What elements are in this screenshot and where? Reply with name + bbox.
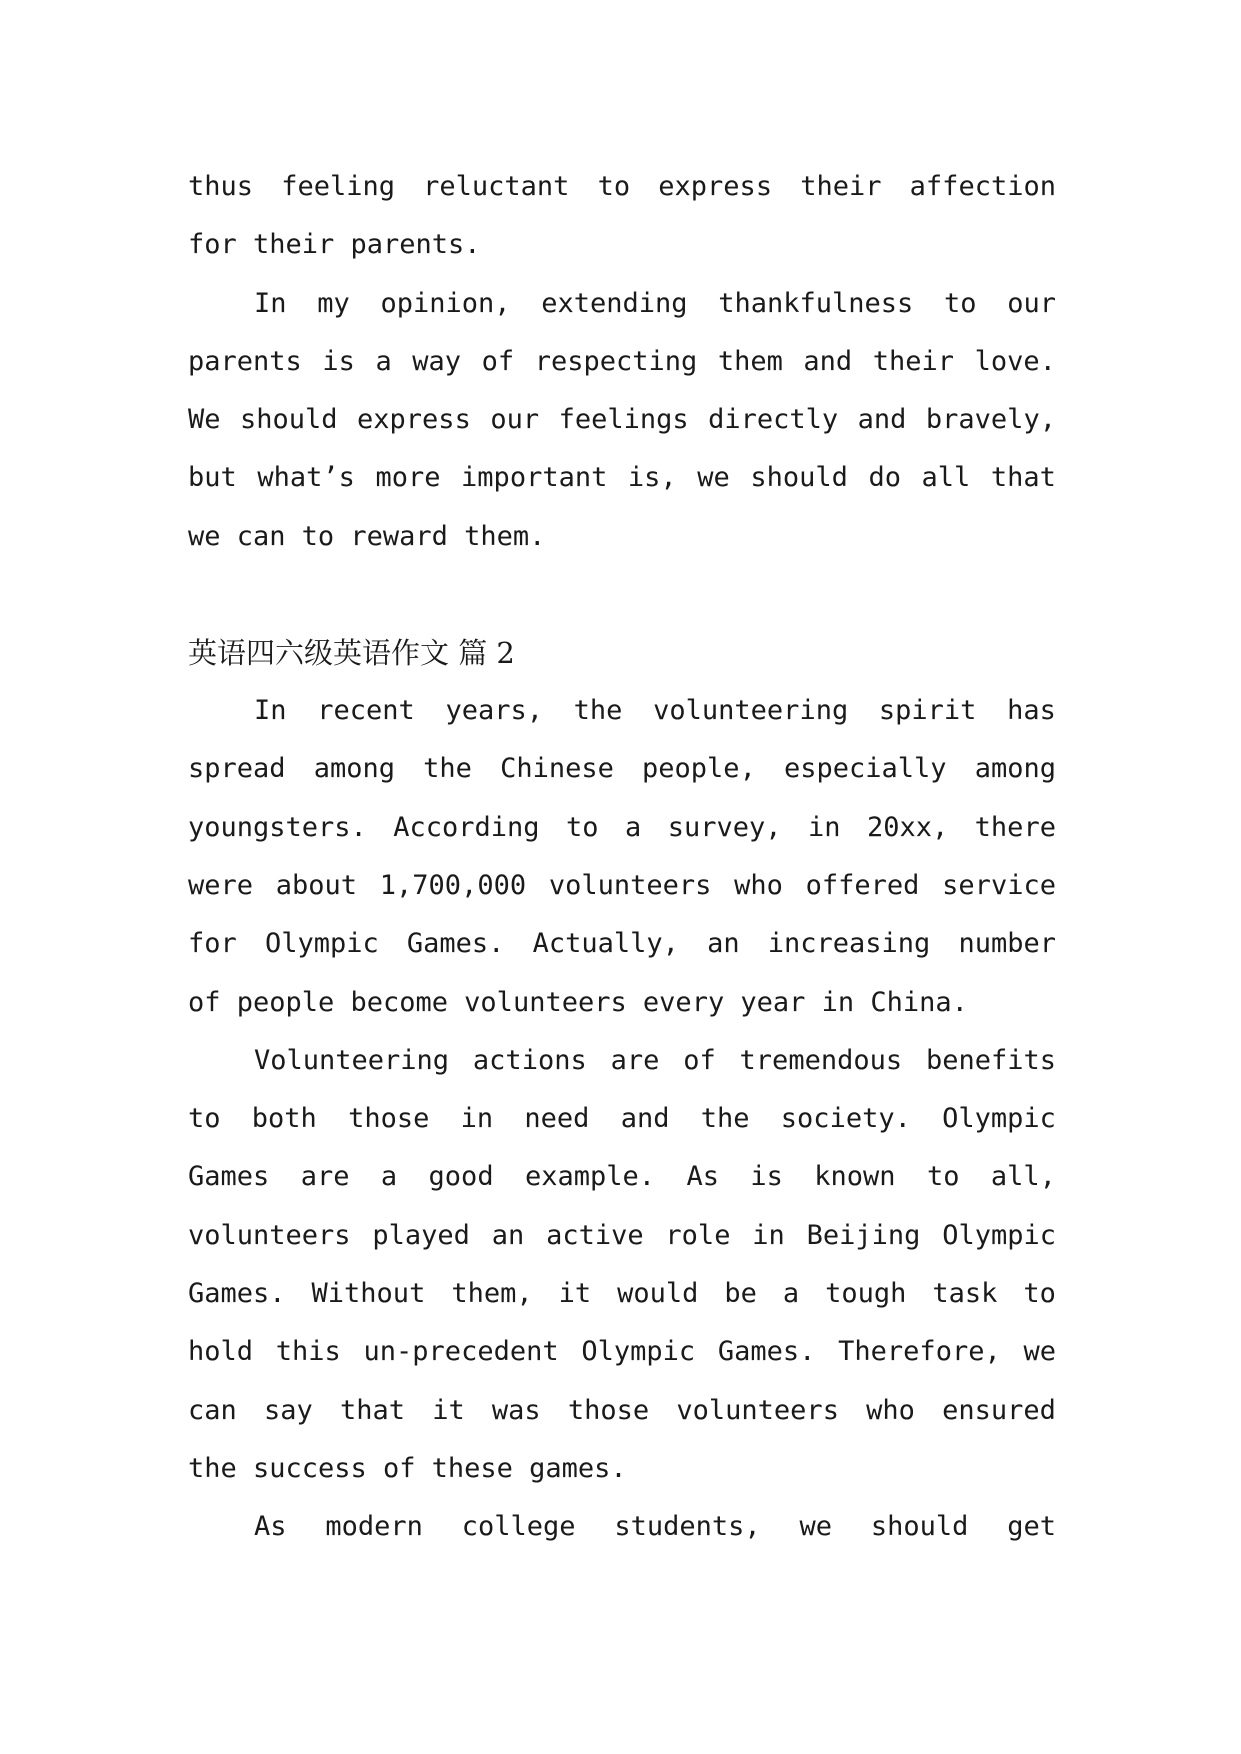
word: their bbox=[872, 345, 955, 377]
text-line bbox=[188, 799, 1056, 857]
word: to bbox=[301, 520, 335, 552]
word: and bbox=[803, 345, 853, 377]
word: this bbox=[275, 1336, 341, 1368]
word: important bbox=[461, 462, 608, 494]
word: can bbox=[236, 520, 286, 552]
word: ensured bbox=[942, 1394, 1056, 1426]
word: to bbox=[943, 287, 977, 319]
text-line bbox=[188, 333, 1056, 391]
text-line bbox=[188, 974, 1056, 1032]
word: way bbox=[412, 345, 462, 377]
word: their bbox=[252, 229, 335, 261]
word: Beijing bbox=[806, 1219, 921, 1251]
word: thus bbox=[188, 171, 254, 202]
text-line bbox=[188, 1032, 1056, 1090]
paragraph-1 bbox=[188, 158, 1056, 275]
document-body bbox=[188, 158, 1056, 1557]
word: is bbox=[322, 345, 355, 377]
word: reluctant bbox=[423, 171, 570, 202]
word: un-precedent bbox=[363, 1336, 559, 1368]
word: thankfulness bbox=[718, 287, 914, 319]
word: a bbox=[380, 1161, 398, 1193]
word: our bbox=[1007, 287, 1056, 319]
word: is bbox=[750, 1161, 783, 1193]
word: it bbox=[558, 1278, 592, 1310]
paragraph-4 bbox=[188, 1032, 1056, 1498]
text-line bbox=[188, 1323, 1056, 1381]
word: youngsters. bbox=[188, 811, 367, 843]
word: should bbox=[870, 1511, 969, 1543]
word: of bbox=[382, 1452, 416, 1484]
word: China. bbox=[870, 986, 968, 1018]
word: both bbox=[251, 1103, 317, 1135]
word: an bbox=[491, 1219, 525, 1251]
word: express bbox=[658, 171, 773, 202]
word: the bbox=[188, 1452, 237, 1484]
word: these bbox=[431, 1452, 513, 1484]
word: Olympic bbox=[942, 1219, 1056, 1251]
word: parents. bbox=[350, 229, 481, 261]
word: what’s bbox=[257, 462, 355, 494]
word: modern bbox=[325, 1511, 423, 1543]
word: all bbox=[921, 462, 971, 494]
word: increasing bbox=[767, 928, 931, 960]
word: we bbox=[697, 462, 730, 494]
word: success bbox=[252, 1452, 367, 1484]
word: a bbox=[782, 1278, 800, 1310]
word: spirit bbox=[878, 695, 977, 727]
word: hold bbox=[188, 1336, 254, 1368]
text-line bbox=[188, 682, 1056, 740]
word: known bbox=[814, 1161, 896, 1193]
word: among bbox=[313, 753, 395, 785]
word: our bbox=[490, 404, 540, 436]
word: need bbox=[524, 1103, 590, 1135]
text-line bbox=[188, 1090, 1056, 1148]
word: to bbox=[188, 1103, 221, 1135]
word: parents bbox=[188, 345, 302, 377]
word: Games bbox=[188, 1161, 270, 1193]
word: directly bbox=[708, 404, 839, 436]
paragraph-3 bbox=[188, 682, 1056, 1032]
word: should bbox=[750, 462, 848, 494]
word: in bbox=[460, 1103, 494, 1135]
text-line bbox=[188, 1265, 1056, 1323]
word: all, bbox=[990, 1161, 1056, 1193]
word: active bbox=[546, 1219, 644, 1251]
paragraph-2 bbox=[188, 275, 1056, 566]
word: love. bbox=[974, 345, 1056, 377]
word: an bbox=[707, 928, 740, 960]
word: there bbox=[974, 811, 1056, 843]
word: those bbox=[567, 1394, 650, 1426]
word: we bbox=[799, 1511, 832, 1543]
word: become bbox=[350, 986, 448, 1018]
word: tough bbox=[825, 1278, 907, 1310]
word: benefits bbox=[925, 1044, 1056, 1076]
word: of bbox=[188, 986, 221, 1018]
word: tremendous bbox=[739, 1044, 903, 1076]
paragraph-5 bbox=[188, 1498, 1056, 1556]
word: Therefore, bbox=[838, 1336, 1001, 1368]
word: volunteers bbox=[188, 1219, 351, 1251]
word: years, bbox=[445, 695, 543, 727]
word: in bbox=[807, 811, 841, 843]
word: opinion, bbox=[380, 287, 511, 319]
word: reward bbox=[350, 520, 448, 552]
text-line bbox=[188, 1498, 1056, 1556]
word: who bbox=[866, 1394, 915, 1426]
word: people, bbox=[642, 753, 756, 785]
word: are bbox=[300, 1161, 350, 1193]
word: to bbox=[926, 1161, 960, 1193]
word: In bbox=[254, 287, 287, 319]
word: for bbox=[188, 928, 237, 960]
word: Games. bbox=[188, 1278, 286, 1310]
word: the bbox=[573, 695, 623, 727]
word: task bbox=[932, 1278, 998, 1310]
word: Olympic bbox=[264, 928, 379, 960]
word: in bbox=[821, 986, 855, 1018]
word: be bbox=[724, 1278, 757, 1310]
word: a bbox=[375, 345, 392, 377]
word: do bbox=[868, 462, 901, 494]
text-line bbox=[188, 1382, 1056, 1440]
word: In bbox=[254, 695, 287, 727]
word: especially bbox=[783, 753, 947, 785]
word: offered bbox=[805, 869, 920, 901]
word: of bbox=[481, 345, 515, 377]
word: we bbox=[1023, 1336, 1056, 1368]
word: volunteers bbox=[464, 986, 627, 1018]
word: year bbox=[740, 986, 806, 1018]
word: actions bbox=[472, 1044, 587, 1076]
word: say bbox=[263, 1394, 313, 1426]
word: Chinese bbox=[500, 753, 614, 785]
word: As bbox=[686, 1161, 719, 1193]
word: more bbox=[375, 462, 441, 494]
word: them bbox=[717, 345, 783, 377]
word: Olympic bbox=[942, 1103, 1056, 1135]
word: to bbox=[566, 811, 599, 843]
word: are bbox=[610, 1044, 660, 1076]
word: my bbox=[317, 287, 350, 319]
word: should bbox=[240, 404, 338, 436]
word: games. bbox=[529, 1452, 627, 1484]
word: volunteers bbox=[676, 1394, 839, 1426]
word: good bbox=[428, 1161, 494, 1193]
word: role bbox=[665, 1219, 731, 1251]
word: them. bbox=[464, 520, 546, 552]
word: volunteering bbox=[653, 695, 849, 727]
word: students, bbox=[614, 1511, 761, 1543]
word: Games. bbox=[717, 1336, 816, 1368]
word: them, bbox=[451, 1278, 533, 1310]
word: people bbox=[236, 986, 335, 1018]
word: it bbox=[432, 1394, 465, 1426]
word: service bbox=[942, 869, 1056, 901]
word: that bbox=[990, 462, 1056, 494]
word: recent bbox=[317, 695, 415, 727]
word: to bbox=[597, 171, 631, 202]
word: a bbox=[625, 811, 642, 843]
word: example. bbox=[524, 1161, 656, 1193]
text-line bbox=[188, 391, 1056, 449]
word: and bbox=[857, 404, 907, 436]
word: who bbox=[734, 869, 783, 901]
text-line bbox=[188, 740, 1056, 798]
word: the bbox=[423, 753, 472, 785]
word: number bbox=[958, 928, 1056, 960]
word: According bbox=[393, 811, 540, 843]
text-line bbox=[188, 915, 1056, 973]
text-line bbox=[188, 857, 1056, 915]
word: We bbox=[188, 404, 221, 436]
word: those bbox=[348, 1103, 430, 1135]
section-spacer bbox=[188, 566, 1056, 624]
word: for bbox=[188, 229, 237, 261]
word: Actually, bbox=[532, 928, 679, 960]
word: to bbox=[1023, 1278, 1056, 1310]
word: affection bbox=[909, 171, 1056, 202]
word: 20xx, bbox=[866, 811, 949, 843]
word: respecting bbox=[534, 345, 698, 377]
word: the bbox=[700, 1103, 750, 1135]
text-line bbox=[188, 449, 1056, 507]
word: about bbox=[275, 869, 358, 901]
word: 1,700,000 bbox=[379, 869, 527, 901]
word: extending bbox=[541, 287, 688, 319]
word: feelings bbox=[558, 404, 689, 436]
word: were bbox=[188, 869, 254, 901]
word: played bbox=[372, 1219, 470, 1251]
word: can bbox=[188, 1394, 237, 1426]
word: Without bbox=[311, 1278, 426, 1310]
word: would bbox=[617, 1278, 699, 1310]
word: we bbox=[188, 520, 221, 552]
text-line bbox=[188, 158, 1056, 216]
text-line bbox=[188, 1440, 1056, 1498]
text-line bbox=[188, 275, 1056, 333]
word: college bbox=[461, 1511, 576, 1543]
word: has bbox=[1007, 695, 1056, 727]
word: of bbox=[683, 1044, 716, 1076]
text-line bbox=[188, 216, 1056, 274]
word: society. bbox=[780, 1103, 911, 1135]
word: spread bbox=[188, 753, 286, 785]
section-heading: 英语四六级英语作文 篇 2 bbox=[188, 636, 515, 671]
word: feeling bbox=[281, 171, 395, 202]
word: every bbox=[642, 986, 725, 1018]
word: survey, bbox=[667, 811, 782, 843]
word: but bbox=[188, 462, 237, 494]
word: among bbox=[974, 753, 1056, 785]
word: that bbox=[339, 1394, 405, 1426]
text-line bbox=[188, 508, 1056, 566]
word: get bbox=[1007, 1511, 1056, 1543]
word: was bbox=[491, 1394, 541, 1426]
word: is, bbox=[627, 462, 677, 494]
word: in bbox=[752, 1219, 785, 1251]
word: their bbox=[800, 171, 882, 202]
word: Games. bbox=[406, 928, 505, 960]
word: bravely, bbox=[925, 404, 1056, 436]
word: Volunteering bbox=[254, 1044, 450, 1076]
word: express bbox=[357, 404, 471, 436]
word: volunteers bbox=[548, 869, 712, 901]
word: Olympic bbox=[581, 1336, 696, 1368]
text-line bbox=[188, 1148, 1056, 1206]
text-line bbox=[188, 1207, 1056, 1265]
word: and bbox=[620, 1103, 670, 1135]
word: As bbox=[254, 1511, 287, 1543]
